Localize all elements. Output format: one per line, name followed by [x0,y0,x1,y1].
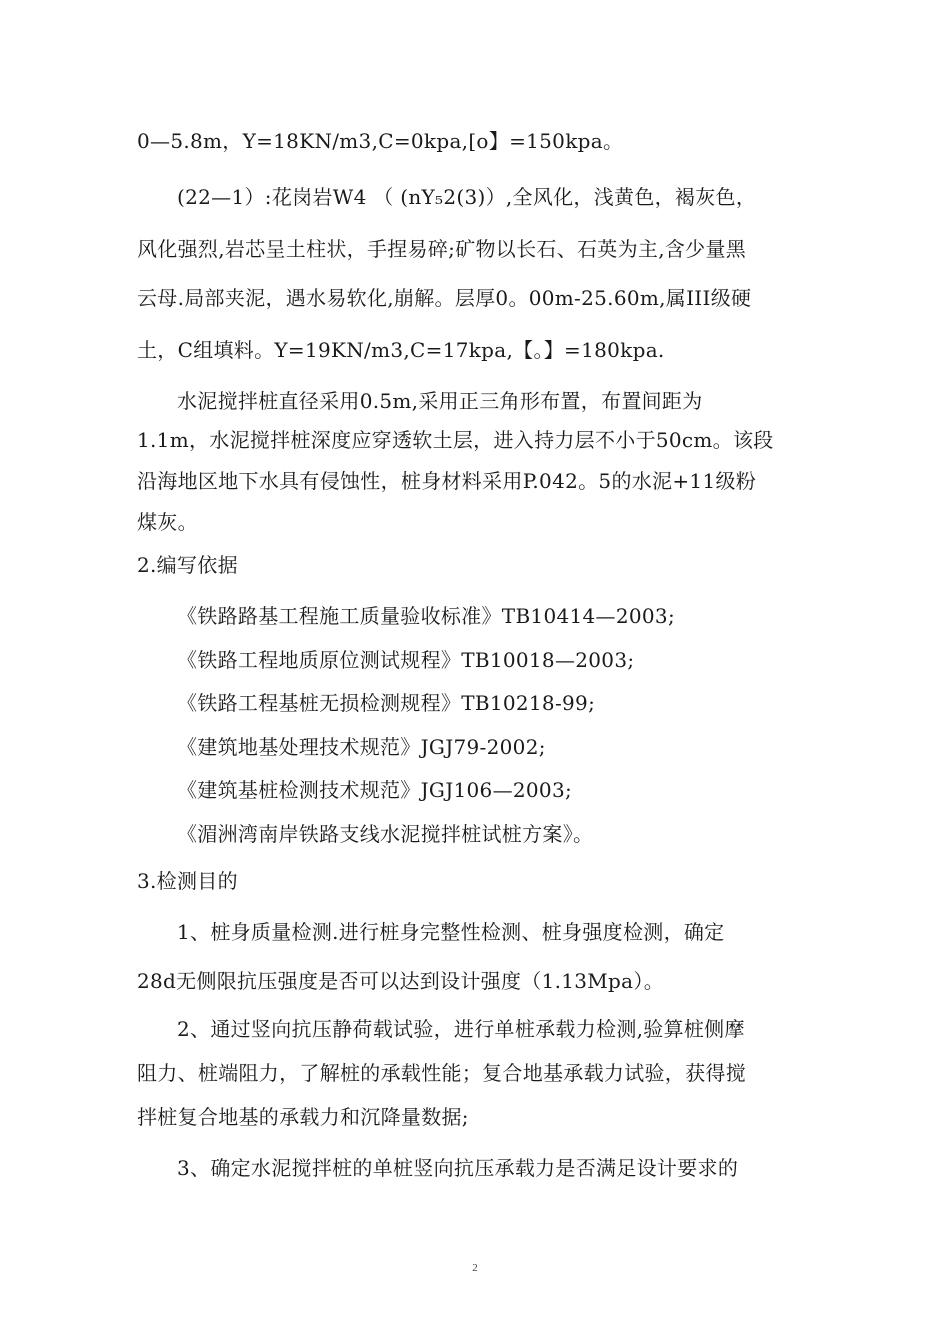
text-line-8: 沿海地区地下水具有侵蚀性，桩身材料采用P.042。5的水泥+11级粉 [137,469,757,493]
text-line-18: 1、桩身质量检测.进行桩身完整性检测、桩身强度检测，确定 [177,920,725,944]
section-heading-basis: 2.编写依据 [137,553,238,577]
text-line-5: 土，C组填料。Y=19KN/m3,C=17kpa,【。】=180kpa. [137,338,665,362]
reference-item: 《铁路路基工程施工质量验收标准》TB10414—2003; [177,604,675,628]
text-line-2: (22—1）:花岗岩W4 （ (nY₅2(3)）,全风化，浅黄色，褐灰色， [177,185,757,209]
text-line-21: 阻力、桩端阻力，了解桩的承载性能；复合地基承载力试验，获得搅 [137,1061,746,1085]
reference-item: 《铁路工程基桩无损检测规程》TB10218-99; [177,691,596,715]
text-line-4: 云母.局部夹泥，遇水易软化,崩解。层厚0。00m-25.60m,属III级硬 [137,286,752,310]
reference-item: 《建筑基桩检测技术规范》JGJ106—2003; [177,778,573,802]
text-line-22: 拌桩复合地基的承载力和沉降量数据; [137,1105,469,1129]
text-line-6: 水泥搅拌桩直径采用0.5m,采用正三角形布置，布置间距为 [177,389,703,413]
text-line-1: 0—5.8m，Y=18KN/m3,C=0kpa,[o】=150kpa。 [137,129,624,153]
text-line-9: 煤灰。 [137,510,198,534]
text-line-19: 28d无侧限抗压强度是否可以达到设计强度（1.13Mpa）。 [137,969,664,993]
page-number: 2 [472,1262,478,1274]
text-line-23: 3、确定水泥搅拌桩的单桩竖向抗压承载力是否满足设计要求的 [177,1156,739,1180]
reference-item: 《铁路工程地质原位测试规程》TB10018—2003; [177,648,635,672]
text-line-7: 1.1m，水泥搅拌桩深度应穿透软土层，进入持力层不小于50cm。该段 [137,428,774,452]
text-line-20: 2、通过竖向抗压静荷载试验，进行单桩承载力检测,验算桩侧摩 [177,1017,745,1041]
reference-item: 《建筑地基处理技术规范》JGJ79-2002; [177,735,546,759]
text-line-3: 风化强烈,岩芯呈土柱状，手捏易碎;矿物以长石、石英为主,含少量黑 [137,237,747,261]
section-heading-purpose: 3.检测目的 [137,869,238,893]
reference-item: 《湄洲湾南岸铁路支线水泥搅拌桩试桩方案》。 [177,822,594,846]
